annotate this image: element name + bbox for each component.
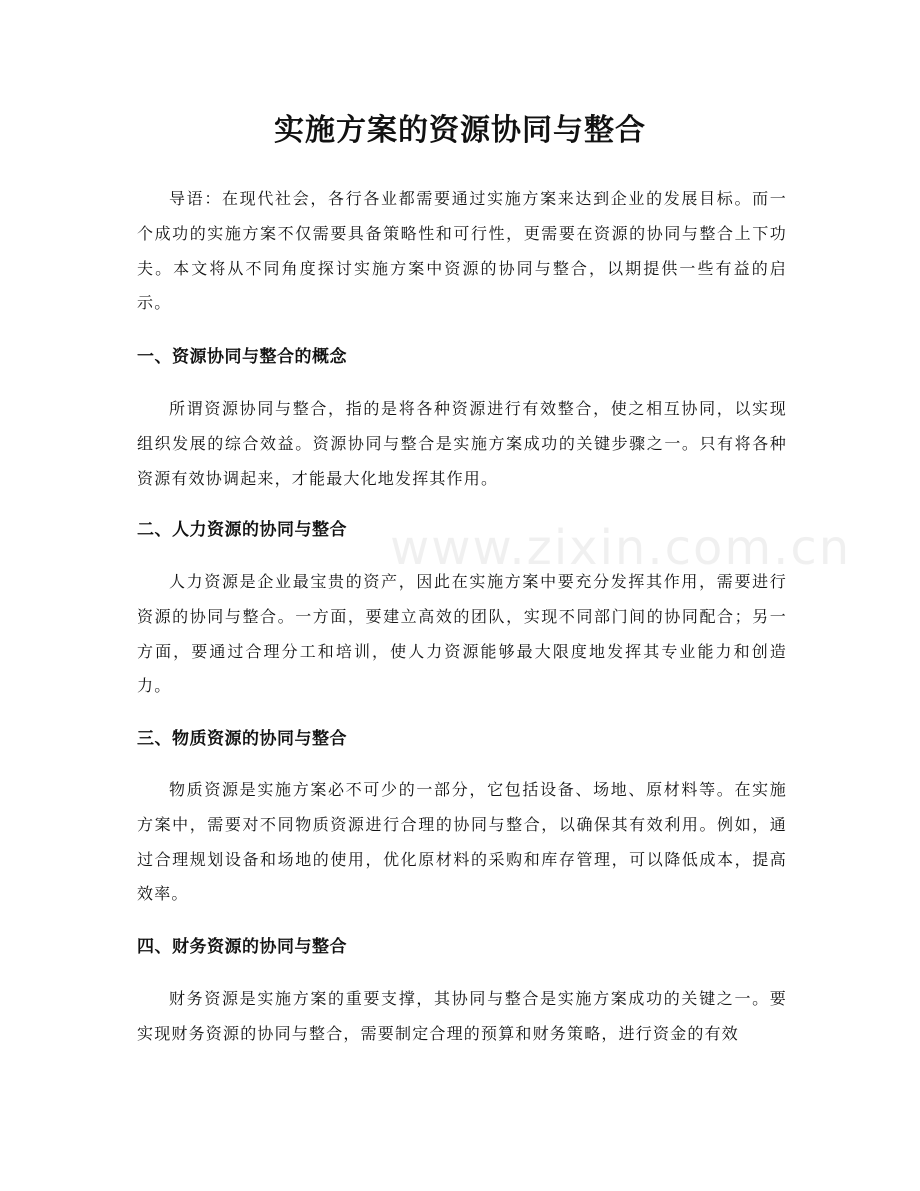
section-heading-3: 三、物质资源的协同与整合 (137, 729, 347, 749)
document-title: 实施方案的资源协同与整合 (274, 113, 646, 148)
section-body-3: 物质资源是实施方案必不可少的一部分，它包括设备、场地、原材料等。在实施方案中，需要对不同物质资源进行合理的协同与整合，以确保其有效利用。例如，通过合理规划设备和场地的使用，优化原材料的采购和库存管理，可以降低成本，提高效率。 (137, 780, 787, 904)
section-body-2: 人力资源是企业最宝贵的资产，因此在实施方案中要充分发挥其作用，需要进行资源的协同与整合。一方面，要建立高效的团队，实现不同部门间的协同配合；另一方面，要通过合理分工和培训，使人力资源能够最大限度地发挥其专业能力和创造力。 (137, 572, 787, 696)
intro-paragraph: 导语：在现代社会，各行各业都需要通过实施方案来达到企业的发展目标。而一个成功的实施方案不仅需要具备策略性和可行性，更需要在资源的协同与整合上下功夫。本文将从不同角度探讨实施方案中资源的协同与整合，以期提供一些有益的启示。 (137, 189, 787, 313)
section-heading-2: 二、人力资源的协同与整合 (137, 520, 347, 540)
section-body-4: 财务资源是实施方案的重要支撑，其协同与整合是实施方案成功的关键之一。要实现财务资源的协同与整合，需要制定合理的预算和财务策略，进行资金的有效 (137, 989, 787, 1043)
section-heading-1: 一、资源协同与整合的概念 (137, 347, 347, 367)
section-body-1: 所谓资源协同与整合，指的是将各种资源进行有效整合，使之相互协同，以实现组织发展的综合效益。资源协同与整合是实施方案成功的关键步骤之一。只有将各种资源有效协调起来，才能最大化地发挥其作用。 (137, 399, 787, 488)
section-heading-4: 四、财务资源的协同与整合 (137, 937, 347, 957)
watermark: www.zixin.com.cn (390, 520, 852, 576)
